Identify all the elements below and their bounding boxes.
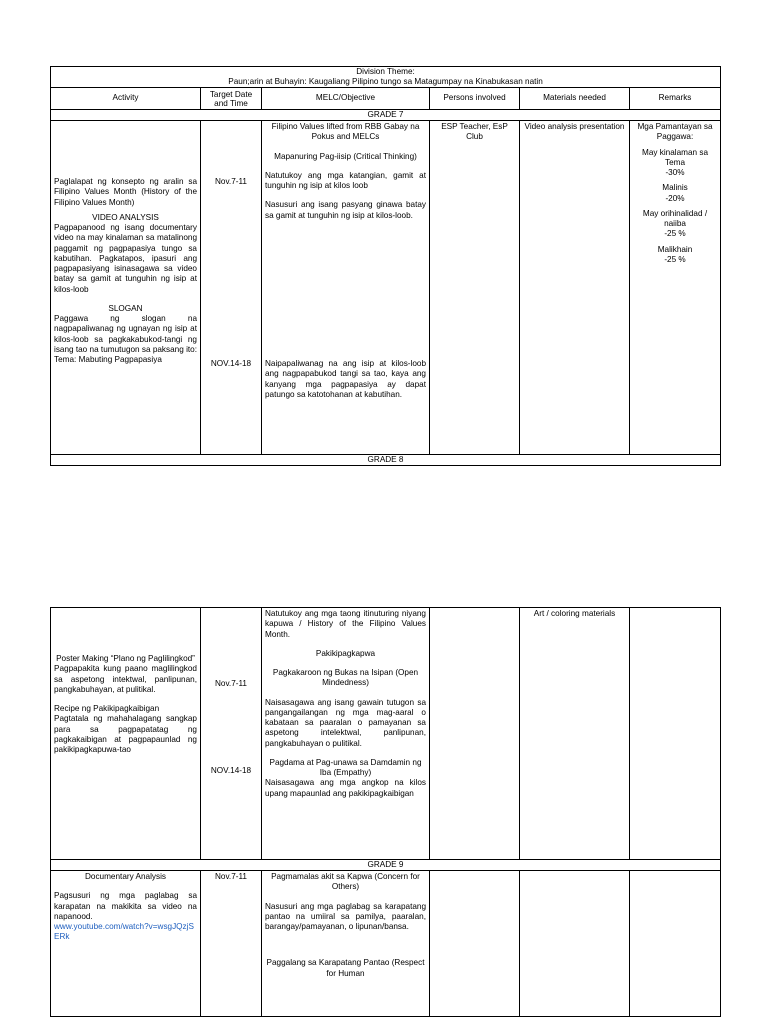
remarks-weight-1: -30% xyxy=(665,168,685,177)
remarks-cell-g8 xyxy=(630,608,721,860)
melc-g8-naisasagawa: Naisasagawa ang isang gawain tutugon sa pangangailangan ng mga mag-aaral o kabataan sa paaralan o pamayanan sa aspetong intelektwal, panlipunan, pangkabuhayan o pulitikal. xyxy=(265,697,426,748)
remarks-criterion-2: Malinis xyxy=(662,183,688,193)
remarks-criterion-4: Malikhain xyxy=(657,244,693,254)
date-nov-14-18: NOV.14-18 xyxy=(210,359,252,368)
materials-needed-cell-g8: Art / coloring materials xyxy=(520,608,630,860)
materials-needed-cell: Video analysis presentation xyxy=(520,121,630,455)
poster-making-title: Poster Making “Plano ng Paglilingkod” xyxy=(56,654,195,663)
recipe-title: Recipe ng Pakikipagkaibigan xyxy=(54,704,160,713)
slogan-desc: Paggawa ng slogan na nagpapaliwanag ng ugnayan ng isip at kilos-loob sa pagkakabukod-tangi ng isang tao na tumutugon sa paksang ito: Tema: Mabuting Pagpapasiya xyxy=(54,314,197,364)
melc-g8-angkop-na-kilos: Naisasagawa ang mga angkop na kilos upang mapaunlad ang pakikipagkaibigan xyxy=(265,778,426,798)
remarks-cell xyxy=(630,121,721,455)
melc-g9-nasusuri: Nasusuri ang mga paglabag sa karapatang pantao na umiiral sa pamilya, paaralan, barangay/pamayanan, o lipunan/bansa. xyxy=(265,901,426,931)
plan-table-grade8-9 xyxy=(50,607,721,1017)
melc-naipapaliwanag: Naipapaliwanag na ang isip at kilos-loob ang nagpapabukod tangi sa tao, kaya ang kanyang mga pagpapasiya ay dapat patungo sa katotohanan at kabutihan. xyxy=(265,359,426,399)
persons-involved-cell-g8 xyxy=(430,608,520,860)
grade-7-row xyxy=(51,121,721,455)
melc-cell-g9 xyxy=(262,871,430,1017)
header-materials: Materials needed xyxy=(520,88,630,110)
documentary-analysis-desc: Pagsusuri ng mga paglabag sa karapatan na makikita sa video na napanood. xyxy=(54,891,197,921)
remarks-cell-g9 xyxy=(630,871,721,1017)
grade-8-row xyxy=(51,608,721,860)
activity-intro: Paglalapat ng konsepto ng aralin sa Filipino Values Month (History of the Filipino Values Month) xyxy=(54,177,197,207)
melc-cell xyxy=(262,121,430,455)
melc-values-lifted: Filipino Values lifted from RBB Gabay na Pokus and MELCs xyxy=(271,122,420,142)
grade-9-label: GRADE 9 xyxy=(51,860,721,871)
division-theme-text: Paun;arin at Buhayin: Kaugaliang Pilipino tungo sa Matagumpay na Kinabukasan natin xyxy=(228,77,543,86)
remarks-criterion-3: May orihinalidad / naiiba xyxy=(642,208,708,228)
remarks-title: Mga Pamantayan sa Paggawa: xyxy=(637,122,713,142)
date-nov-7-11-g9: Nov.7-11 xyxy=(201,871,262,1017)
date-nov-14-18-g8: NOV.14-18 xyxy=(210,766,252,775)
target-date-cell xyxy=(201,121,262,455)
melc-g8-pakikipagkapwa: Pakikipagkapwa xyxy=(315,648,376,658)
poster-making-desc: Pagpapakita kung paano maglilingkod sa aspetong intektwal, panlipunan, pangkabuhayan, at pulitikal. xyxy=(54,664,197,694)
activity-cell-g8 xyxy=(51,608,201,860)
target-date-cell-g8 xyxy=(201,608,262,860)
remarks-weight-4: -25 % xyxy=(664,254,686,264)
video-analysis-title: VIDEO ANALYSIS xyxy=(92,212,159,222)
melc-critical-thinking: Mapanuring Pag-iisip (Critical Thinking) xyxy=(274,151,417,161)
activity-cell xyxy=(51,121,201,455)
plan-table-grade7 xyxy=(50,66,721,466)
materials-needed-cell-g9 xyxy=(520,871,630,1017)
remarks-criterion-1: May kinalaman sa Tema xyxy=(642,147,708,167)
division-theme-label: Division Theme: xyxy=(356,67,415,76)
remarks-weight-3: -25 % xyxy=(664,229,686,239)
header-row xyxy=(51,88,721,110)
header-target-date: Target Date and Time xyxy=(201,88,262,110)
youtube-video-link[interactable]: www.youtube.com/watch?v=wsgJQzjSERk xyxy=(54,922,194,942)
header-melc: MELC/Objective xyxy=(262,88,430,110)
melc-cell-g8 xyxy=(262,608,430,860)
melc-g8-empathy: Pagdama at Pag-unawa sa Damdamin ng Iba (Empathy) xyxy=(269,757,422,777)
persons-involved-cell: ESP Teacher, EsP Club xyxy=(430,121,520,455)
division-theme-cell xyxy=(51,67,721,88)
header-persons: Persons involved xyxy=(430,88,520,110)
date-nov-7-11-g8: Nov.7-11 xyxy=(214,679,247,688)
melc-g8-natutukoy: Natutukoy ang mga taong itinuturing niyang kapuwa / History of the Filipino Values Month. xyxy=(265,609,426,639)
documentary-analysis-title: Documentary Analysis xyxy=(85,872,166,881)
header-activity: Activity xyxy=(51,88,201,110)
melc-nasusuri: Nasusuri ang isang pasyang ginawa batay sa gamit at tunguhin ng isip at kilos-loob. xyxy=(265,200,426,220)
video-analysis-desc: Pagpapanood ng isang documentary video na may kinalaman sa matalinong paggamit ng pagpapasiya tungo sa kabutihan. Pagkatapos, ipasuri ang pagpapasiyang isinasagawa sa video batay sa gamit at tunguhin ng isip at kilos-loob xyxy=(54,223,197,294)
slogan-title: SLOGAN xyxy=(108,303,143,313)
melc-g9-concern: Pagmamalas akit sa Kapwa (Concern for Others) xyxy=(271,872,420,892)
activity-cell-g9 xyxy=(51,871,201,1017)
header-remarks: Remarks xyxy=(630,88,721,110)
remarks-weight-2: -20% xyxy=(665,193,685,203)
persons-involved-cell-g9 xyxy=(430,871,520,1017)
grade-7-label: GRADE 7 xyxy=(51,110,721,121)
grade-8-label: GRADE 8 xyxy=(51,455,721,466)
melc-g8-open-mindedness: Pagkakaroon ng Bukas na Isipan (Open Mindedness) xyxy=(272,668,419,688)
date-nov-7-11: Nov.7-11 xyxy=(214,177,247,186)
recipe-desc: Pagtatala ng mahahalagang sangkap para sa pagpapatatag ng pagkakaibigan at pagpapaunlad ng pakikipagkapuwa-tao xyxy=(54,714,197,754)
melc-g9-respect: Paggalang sa Karapatang Pantao (Respect for Human xyxy=(266,958,425,978)
melc-natutukoy: Natutukoy ang mga katangian, gamit at tunguhin ng isip at kilos loob xyxy=(265,170,426,190)
grade-9-row xyxy=(51,871,721,1017)
